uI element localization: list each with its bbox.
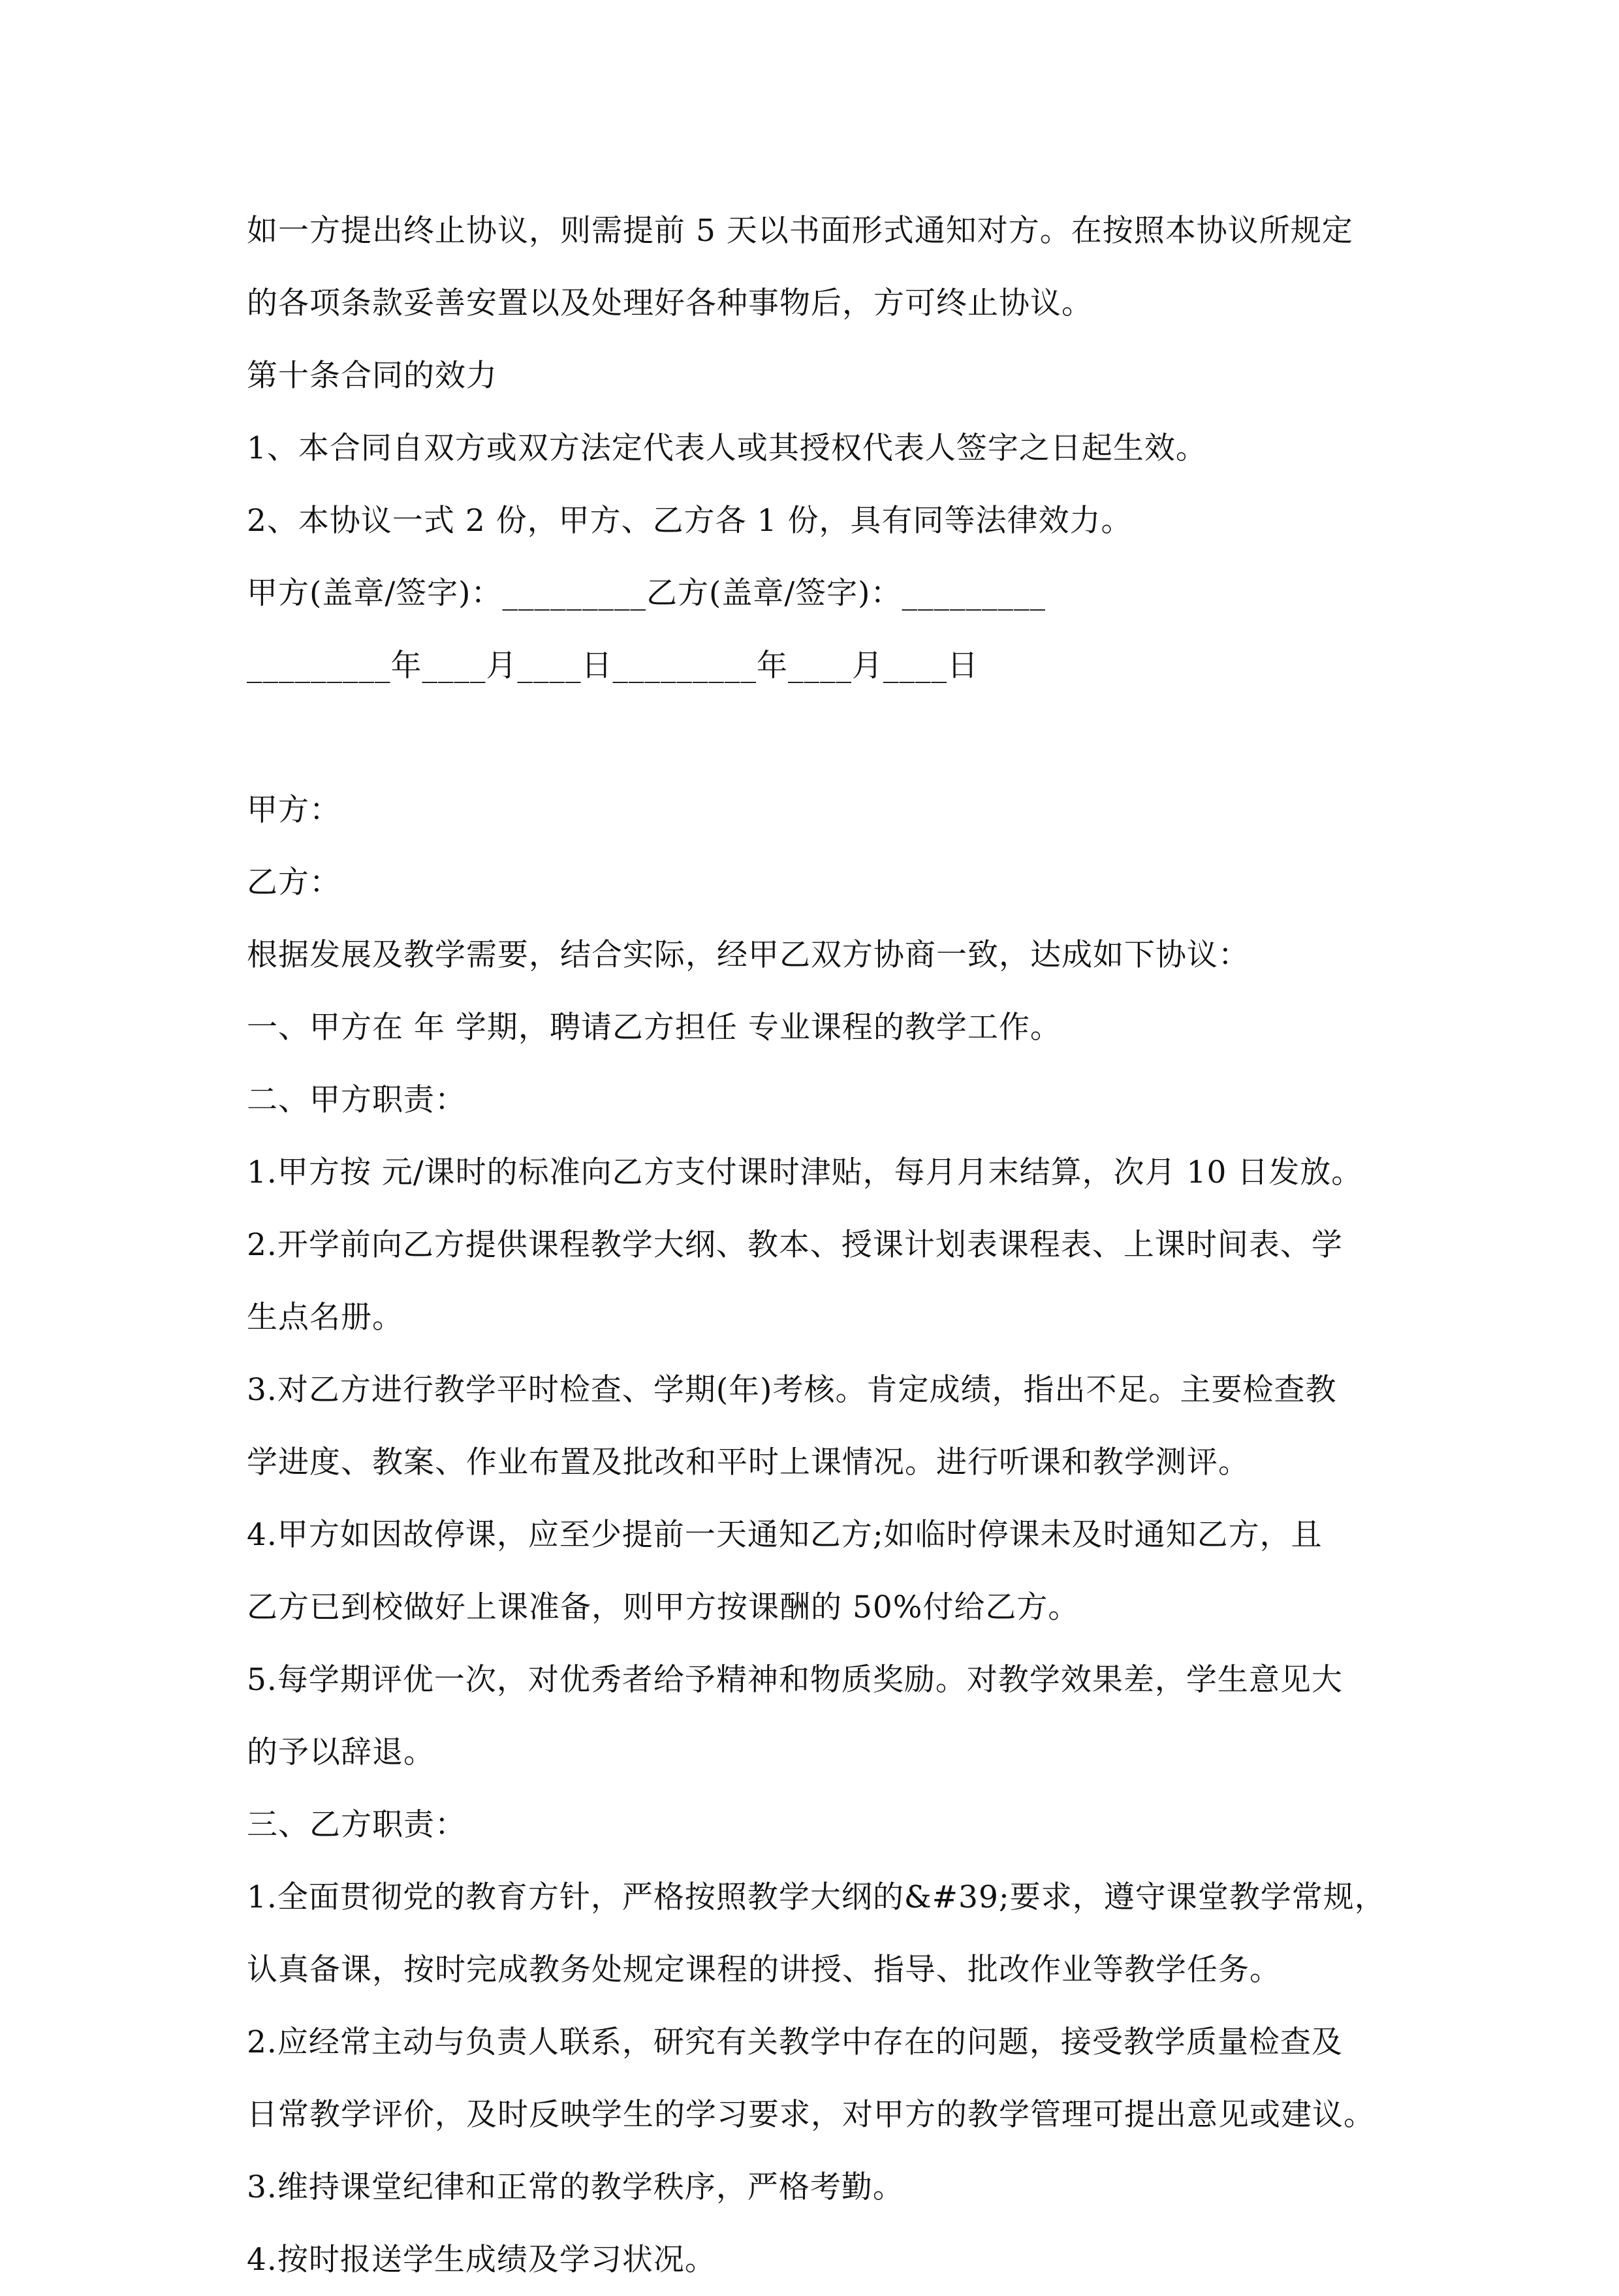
section-heading: 第十条合同的效力 xyxy=(247,358,497,394)
date-line: _________年____月____日_________年____月____日 xyxy=(247,648,979,684)
paragraph-line: 1、本合同自双方或双方法定代表人或其授权代表人签字之日起生效。 xyxy=(247,430,1207,466)
paragraph-line: 认真备课，按时完成教务处规定课程的讲授、指导、批改作业等教学任务。 xyxy=(247,1952,1281,1988)
paragraph-line: 的予以辞退。 xyxy=(247,1734,435,1770)
signature-line: 甲方(盖章/签字)：_________乙方(盖章/签字)：_________ xyxy=(247,575,1046,611)
paragraph-line: 乙方已到校做好上课准备，则甲方按课酬的 50%付给乙方。 xyxy=(247,1589,1080,1625)
paragraph-line: 1.全面贯彻党的教育方针，严格按照教学大纲的&#39;要求，遵守课堂教学常规， xyxy=(247,1879,1386,1915)
paragraph-line: 4.按时报送学生成绩及学习状况。 xyxy=(247,2242,716,2278)
paragraph-line: 一、甲方在 年 学期，聘请乙方担任 专业课程的教学工作。 xyxy=(247,1010,1061,1045)
paragraph-line: 2.开学前向乙方提供课程教学大纲、教本、授课计划表课程表、上课时间表、学 xyxy=(247,1227,1343,1263)
paragraph-line: 2、本协议一式 2 份，甲方、乙方各 1 份，具有同等法律效力。 xyxy=(247,503,1133,539)
paragraph-line: 学进度、教案、作业布置及批改和平时上课情况。进行听课和教学测评。 xyxy=(247,1444,1250,1480)
section-gap xyxy=(247,702,1422,774)
party-b-label: 乙方： xyxy=(247,865,341,901)
section-heading: 三、乙方职责： xyxy=(247,1807,466,1843)
paragraph-line: 1.甲方按 元/课时的标准向乙方支付课时津贴，每月月末结算，次月 10 日发放。 xyxy=(247,1155,1363,1190)
teaching-agreement-section xyxy=(247,774,1422,2296)
paragraph-line: 5.每学期评优一次，对优秀者给予精神和物质奖励。对教学效果差，学生意见大 xyxy=(247,1662,1343,1698)
party-a-label: 甲方： xyxy=(247,792,341,828)
contract-termination-section xyxy=(247,195,1422,702)
section-heading: 二、甲方职责： xyxy=(247,1082,466,1118)
paragraph-line: 生点名册。 xyxy=(247,1299,403,1335)
paragraph-line: 3.维持课堂纪律和正常的教学秩序，严格考勤。 xyxy=(247,2169,904,2205)
paragraph-line: 3.对乙方进行教学平时检查、学期(年)考核。肯定成绩，指出不足。主要检查教 xyxy=(247,1372,1337,1408)
paragraph-line: 如一方提出终止协议，则需提前 5 天以书面形式通知对方。在按照本协议所规定 xyxy=(247,213,1353,249)
paragraph-line: 根据发展及教学需要，结合实际，经甲乙双方协商一致，达成如下协议： xyxy=(247,937,1250,973)
paragraph-line: 2.应经常主动与负责人联系，研究有关教学中存在的问题，接受教学质量检查及 xyxy=(247,2024,1343,2060)
paragraph-line: 的各项条款妥善安置以及处理好各种事物后，方可终止协议。 xyxy=(247,285,1093,321)
paragraph-line: 日常教学评价，及时反映学生的学习要求，对甲方的教学管理可提出意见或建议。 xyxy=(247,2097,1375,2133)
paragraph-line: 4.甲方如因故停课，应至少提前一天通知乙方;如临时停课未及时通知乙方，且 xyxy=(247,1517,1323,1553)
document-page xyxy=(247,195,1422,2296)
